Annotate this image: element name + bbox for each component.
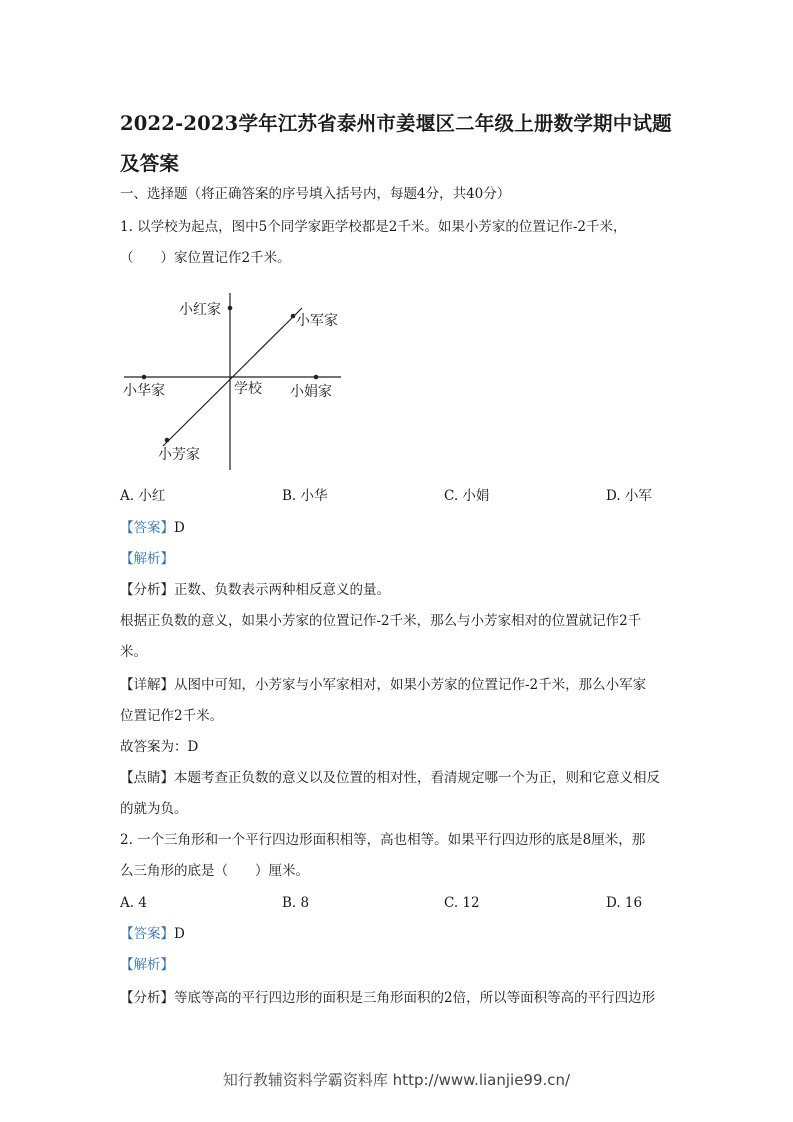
q2-option-c: C. 12 xyxy=(444,895,480,911)
label-juan: 小娟家 xyxy=(290,384,332,400)
q1-dianjing-line2: 的就为负。 xyxy=(120,801,188,817)
hua-home-point xyxy=(142,375,147,380)
footer-watermark: 知行教辅资料学霸资料库 http://www.lianjie99.cn/ xyxy=(222,1071,571,1089)
q1-xiangjie-line1: 【详解】从图中可知，小芳家与小军家相对，如果小芳家的位置记作-2千米，那么小军家 xyxy=(120,677,647,693)
q2-option-b: B. 8 xyxy=(282,895,310,911)
label-hua: 小华家 xyxy=(123,383,165,399)
answer-tag: 【答案】 xyxy=(120,520,174,536)
q1-option-b: B. 小华 xyxy=(282,488,328,504)
label-school: 学校 xyxy=(234,381,262,397)
q2-option-a: A. 4 xyxy=(120,895,147,911)
q2-option-d: D. 16 xyxy=(606,895,643,911)
q1-dianjing-line1: 【点睛】本题考查正负数的意义以及位置的相对性，看清规定哪一个为正，则和它意义相反 xyxy=(120,770,660,786)
fang-home-point xyxy=(165,438,170,443)
q1-text-line2: （ ）家位置记作2千米。 xyxy=(120,250,291,266)
q1-option-d: D. 小军 xyxy=(606,488,652,504)
q2-answer xyxy=(120,924,185,944)
q1-text-line1: 1. 以学校为起点，图中5个同学家距学校都是2千米。如果小芳家的位置记作-2千米， xyxy=(120,219,627,235)
q2-fenxi: 【分析】等底等高的平行四边形的面积是三角形面积的2倍，所以等面积等高的平行四边形 xyxy=(120,990,656,1006)
q2-text-line1: 2. 一个三角形和一个平行四边形面积相等，高也相等。如果平行四边形的底是8厘米，那 xyxy=(120,832,646,848)
q2-text-line2: 么三角形的底是（ ）厘米。 xyxy=(120,863,309,879)
juan-home-point xyxy=(314,375,319,380)
q1-fenxi: 【分析】正数、负数表示两种相反意义的量。 xyxy=(120,582,390,598)
section-heading: 一、选择题（将正确答案的序号填入括号内，每题4分，共40分） xyxy=(120,186,511,202)
hong-home-point xyxy=(228,306,233,311)
q1-option-c: C. 小娟 xyxy=(444,488,490,504)
jun-home-point xyxy=(291,314,296,319)
q1-option-a: A. 小红 xyxy=(120,488,166,504)
answer-value: D xyxy=(174,520,185,536)
label-hong: 小红家 xyxy=(179,302,221,318)
q2-analysis-tag: 【解析】 xyxy=(120,957,174,973)
q1-conclusion: 故答案为：D xyxy=(120,739,199,755)
q1-answer xyxy=(120,518,185,538)
label-jun: 小军家 xyxy=(296,313,338,329)
label-fang: 小芳家 xyxy=(158,447,200,463)
position-diagram xyxy=(116,288,376,474)
answer-value: D xyxy=(174,926,185,942)
q1-para1-line2: 米。 xyxy=(120,644,147,660)
answer-tag: 【答案】 xyxy=(120,926,174,942)
q1-para1-line1: 根据正负数的意义，如果小芳家的位置记作-2千米，那么与小芳家相对的位置就记作2千 xyxy=(120,613,642,629)
q1-analysis-tag: 【解析】 xyxy=(120,551,174,567)
q1-xiangjie-line2: 位置记作2千米。 xyxy=(120,708,224,724)
page-title: 2022-2023学年江苏省泰州市姜堰区二年级上册数学期中试题及答案 xyxy=(120,112,672,175)
